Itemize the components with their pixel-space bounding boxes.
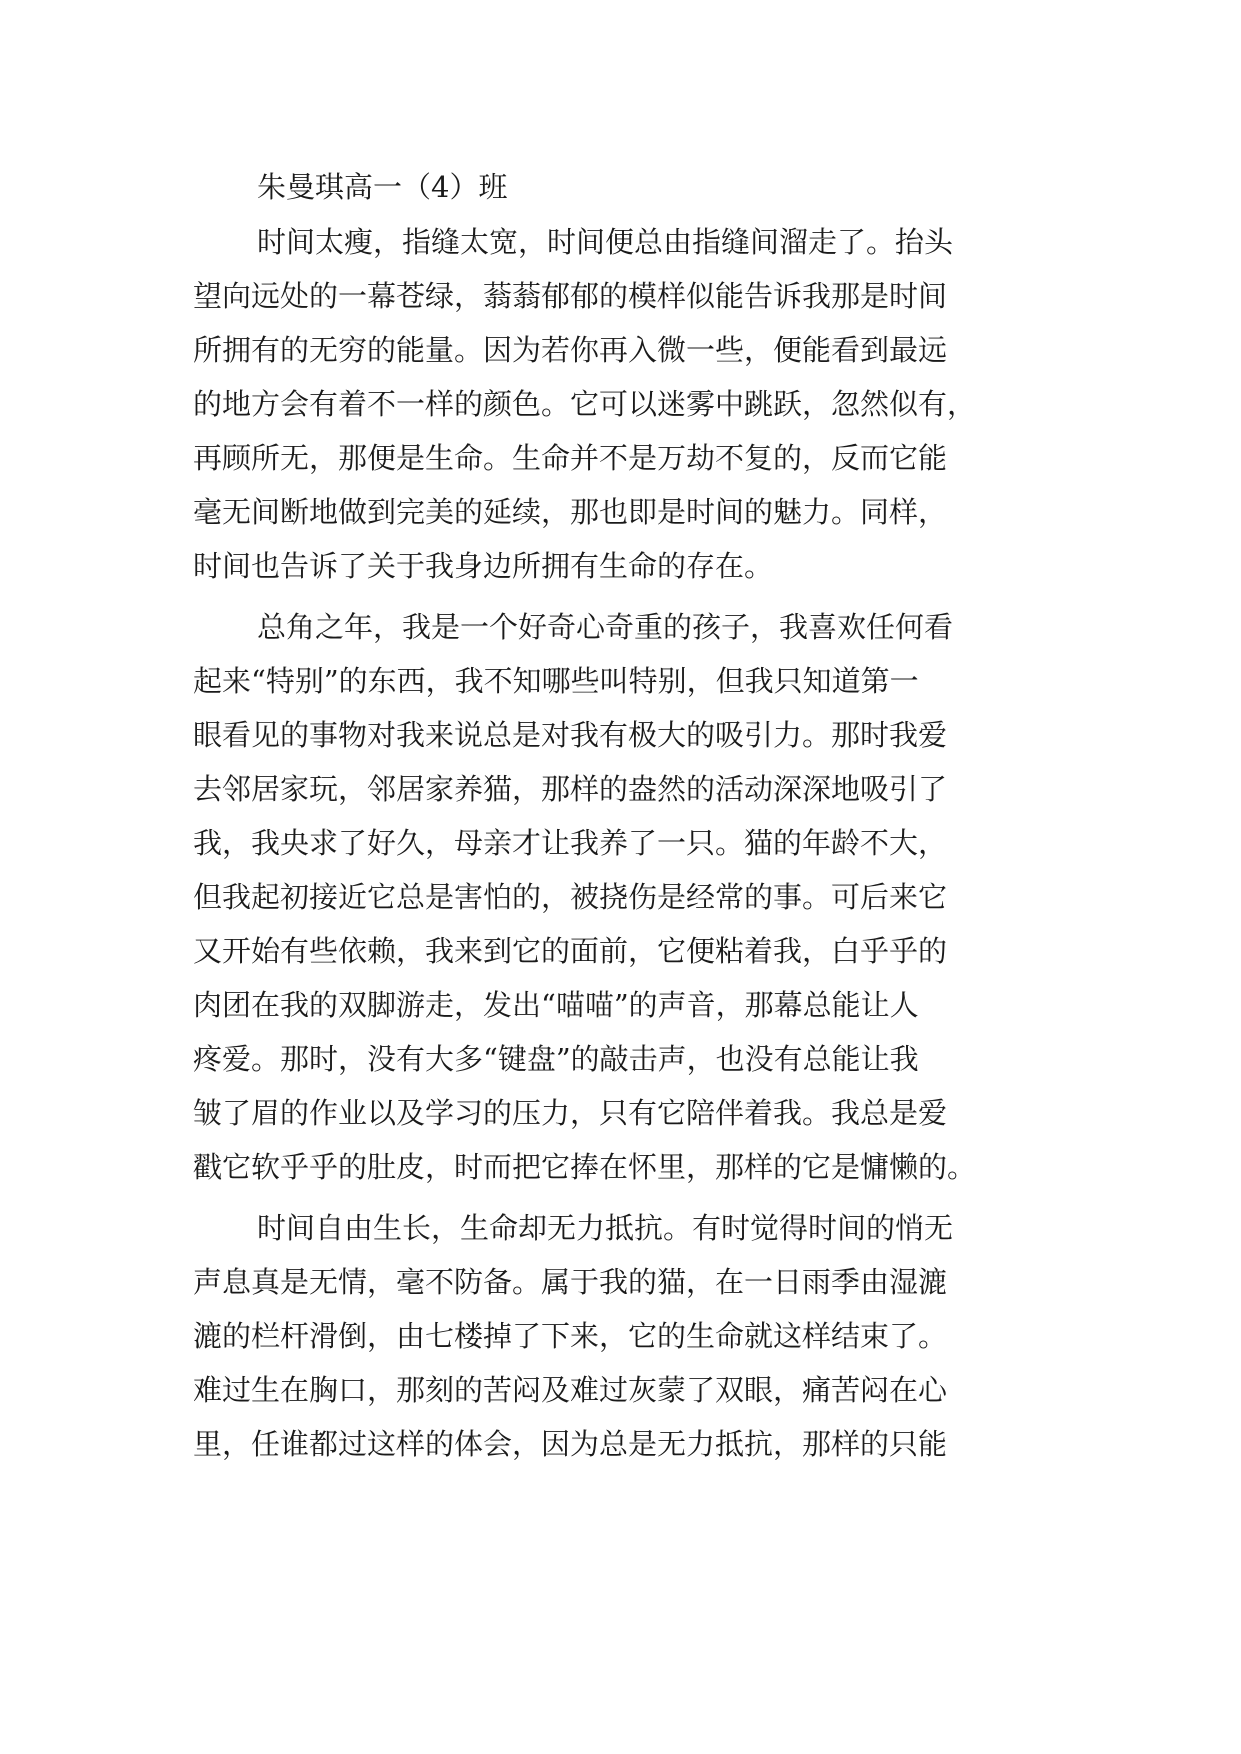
paragraph-line: 我，我央求了好久，母亲才让我养了一只。猫的年龄不大， [193,826,948,860]
paragraph-line: 肉团在我的双脚游走，发出“喵喵”的声音，那幕总能让人 [193,988,919,1022]
paragraph-line: 再顾所无，那便是生命。生命并不是万劫不复的，反而它能 [193,441,948,475]
paragraph-line: 皱了眉的作业以及学习的压力，只有它陪伴着我。我总是爱 [193,1096,948,1130]
paragraph-line: 起来“特别”的东西，我不知哪些叫特别，但我只知道第一 [193,664,919,698]
paragraph-line: 所拥有的无穷的能量。因为若你再入微一些，便能看到最远 [193,333,948,367]
paragraph-line: 戳它软乎乎的肚皮，时而把它捧在怀里，那样的它是慵懒的。 [193,1150,977,1184]
paragraph-line: 时间太瘦，指缝太宽，时间便总由指缝间溜走了。抬头 [257,225,954,259]
paragraph-line: 毫无间断地做到完美的延续，那也即是时间的魅力。同样， [193,495,948,529]
paragraph-line: 时间自由生长，生命却无力抵抗。有时觉得时间的悄无 [257,1211,954,1245]
paragraph-line: 漉的栏杆滑倒，由七楼掉了下来，它的生命就这样结束了。 [193,1319,948,1353]
paragraph-line: 总角之年，我是一个好奇心奇重的孩子，我喜欢任何看 [257,610,954,644]
paragraph-line: 声息真是无情，毫不防备。属于我的猫，在一日雨季由湿漉 [193,1265,948,1299]
paragraph-line: 去邻居家玩，邻居家养猫，那样的盎然的活动深深地吸引了 [193,772,948,806]
paragraph-line: 疼爱。那时，没有大多“键盘”的敲击声，也没有总能让我 [193,1042,919,1076]
paragraph-line: 时间也告诉了关于我身边所拥有生命的存在。 [193,549,774,583]
paragraph-line: 眼看见的事物对我来说总是对我有极大的吸引力。那时我爱 [193,718,948,752]
paragraph-line: 又开始有些依赖，我来到它的面前，它便粘着我，白乎乎的 [193,934,948,968]
paragraph-line: 的地方会有着不一样的颜色。它可以迷雾中跳跃，忽然似有， [193,387,977,421]
author-line: 朱曼琪高一（4）班 [257,170,508,204]
paragraph-line: 难过生在胸口，那刻的苦闷及难过灰蒙了双眼，痛苦闷在心 [193,1373,948,1407]
paragraph-line: 望向远处的一幕苍绿，蓊蓊郁郁的模样似能告诉我那是时间 [193,279,948,313]
paragraph-line: 但我起初接近它总是害怕的，被挠伤是经常的事。可后来它 [193,880,948,914]
paragraph-line: 里，任谁都过这样的体会，因为总是无力抵抗，那样的只能 [193,1427,948,1461]
